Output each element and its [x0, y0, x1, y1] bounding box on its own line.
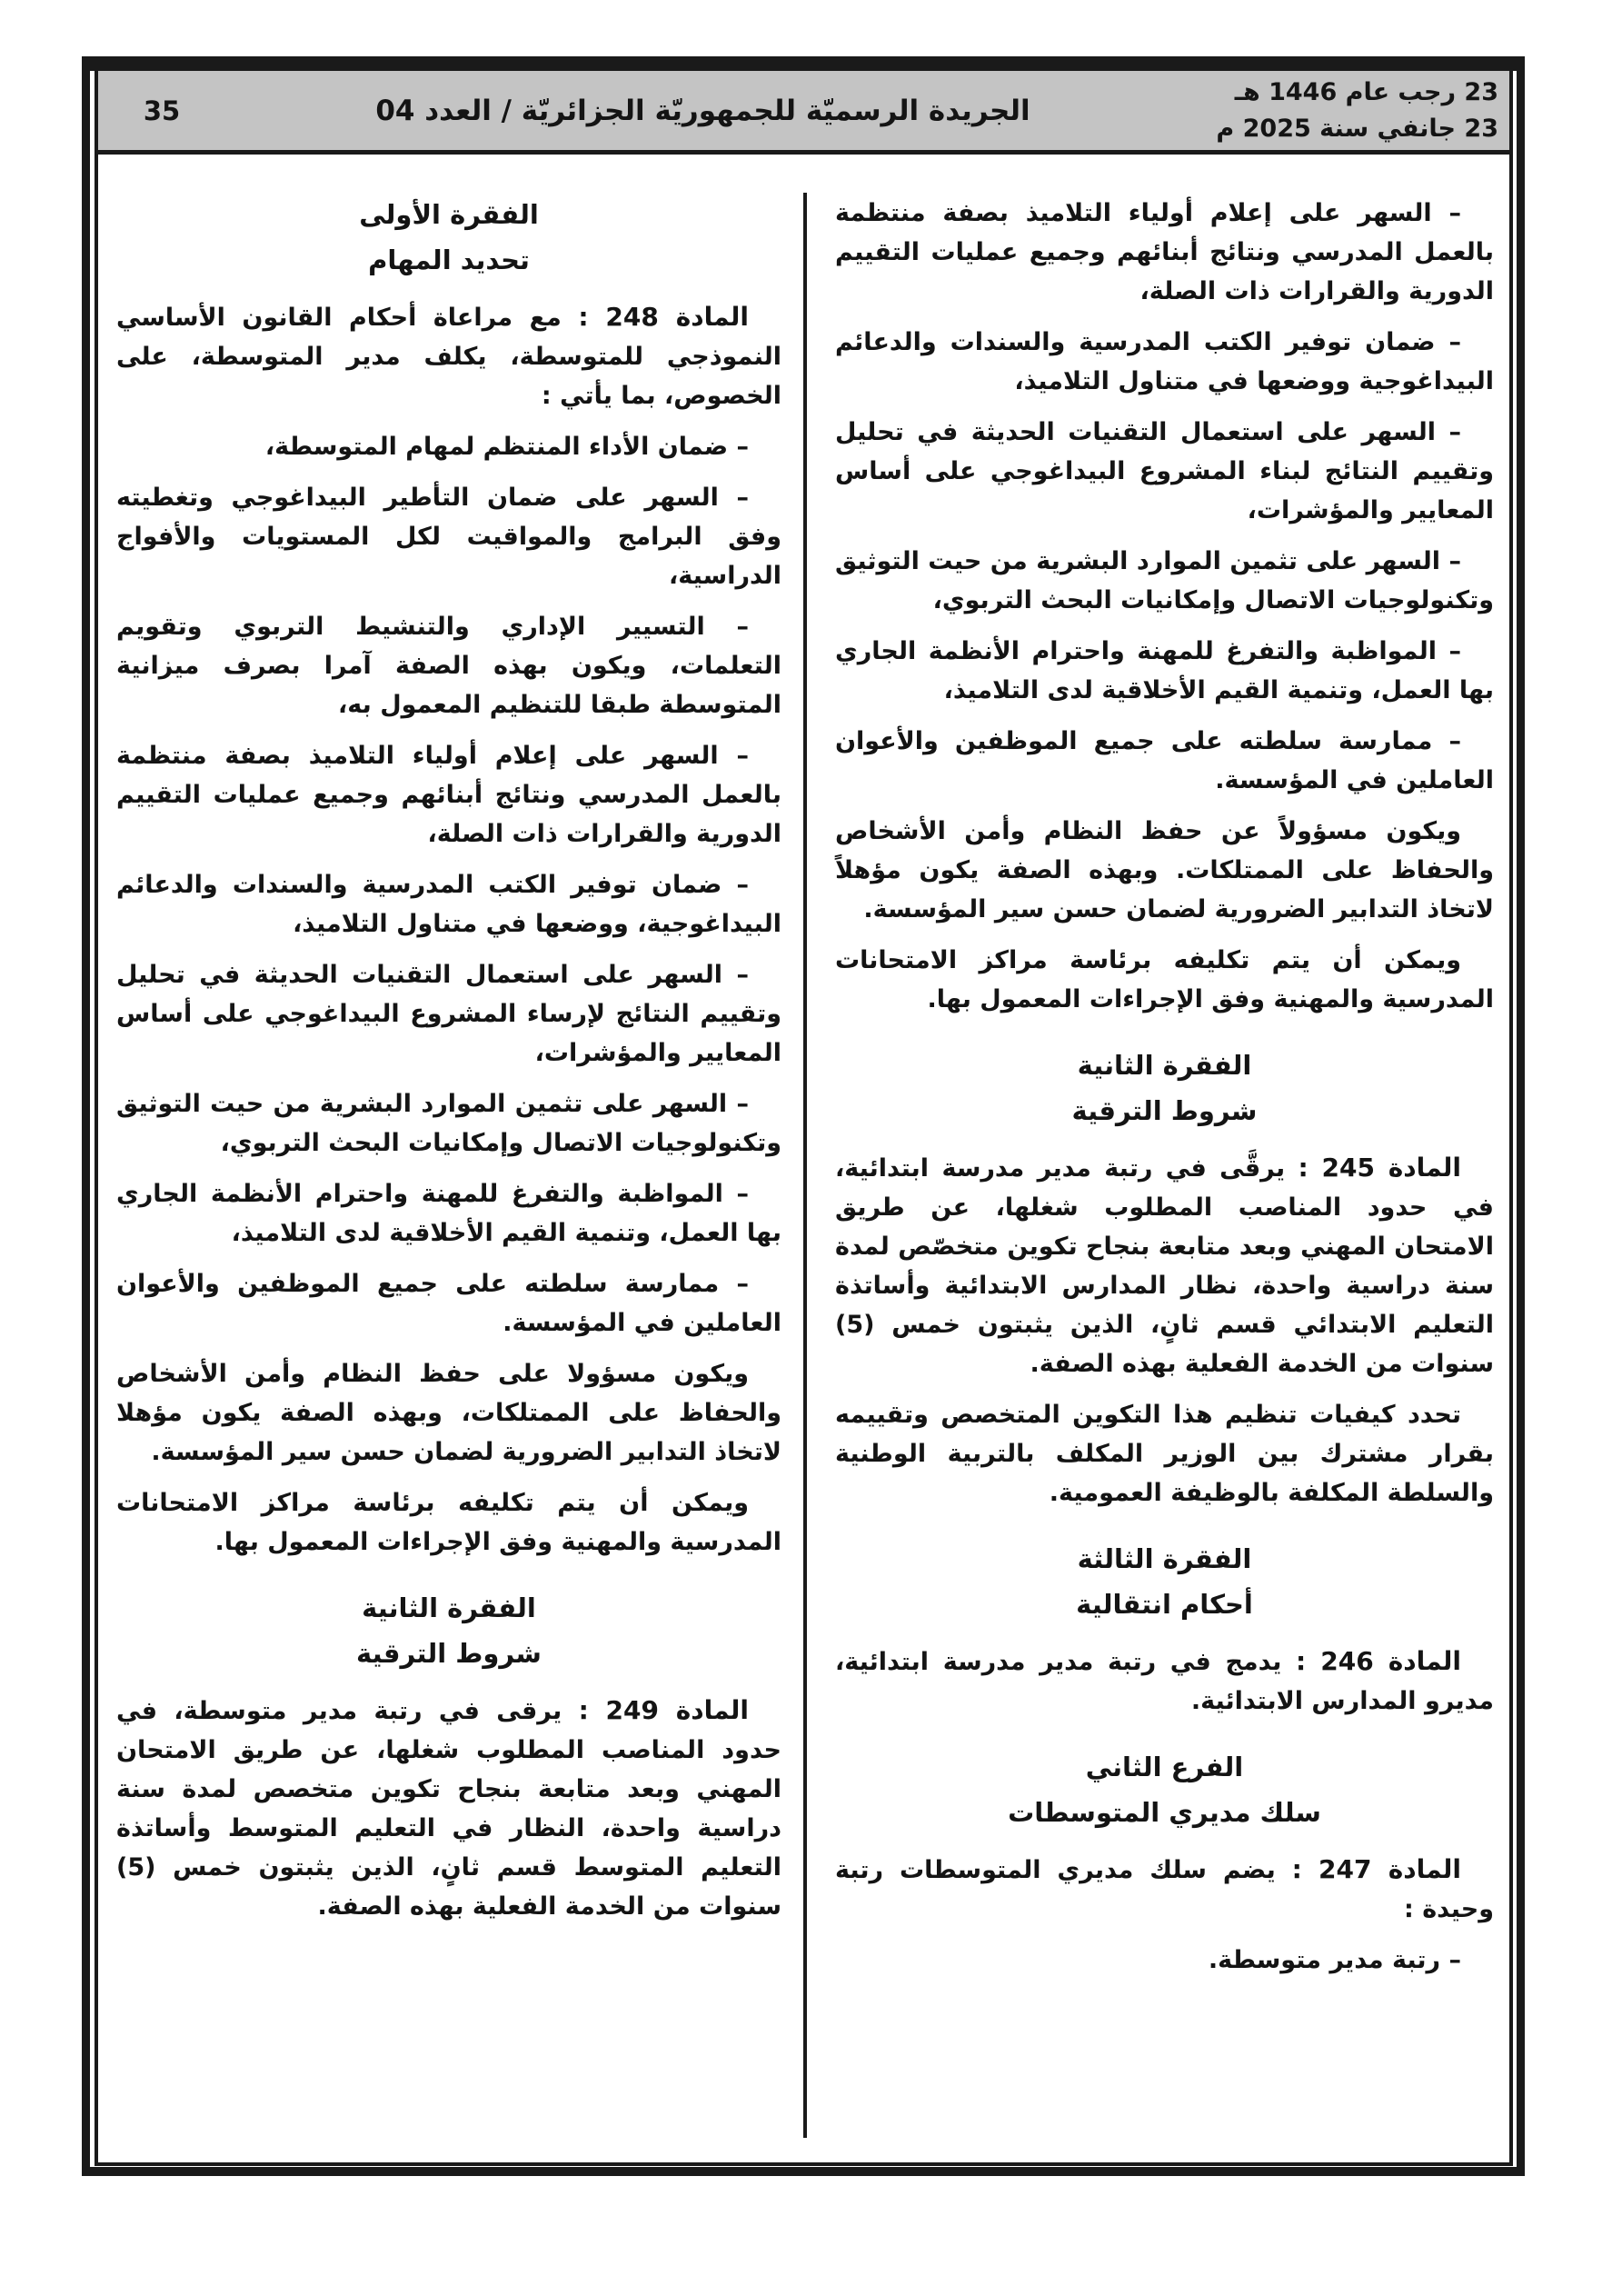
article-body: يرقى في رتبة مدير متوسطة، في حدود المناصب المطلوب شغلها، عن طريق الامتحان المهني وبعد متابعة بنجاح تكوين متخصص لمدة سنة دراسية واحدة، النظار في التعليم المتوسط وأساتذة التعليم المتوسط قسم ثانٍ، الذين يثبتون خمس (5) سنوات من الخدمة الفعلية بهذه الصفة.: [116, 1697, 781, 1921]
bullet-item: – التسيير الإداري والتنشيط التربوي وتقويم التعلمات، ويكون بهذه الصفة آمرا بصرف ميزانية المتوسطة طبقا للتنظيم المعمول به،: [116, 613, 781, 719]
article-paragraph: [835, 1850, 1494, 1929]
issue-dates: [1180, 75, 1509, 147]
section-heading-line2: شروط الترقية: [356, 1638, 542, 1669]
paragraph: ويمكن أن يتم تكليفه برئاسة مراكز الامتحانات المدرسية والمهنية وفق الإجراءات المعمول بها.: [835, 946, 1494, 1013]
bullet-item: – المواظبة والتفرغ للمهنة واحترام الأنظمة الجاري بها العمل، وتنمية القيم الأخلاقية لدى التلاميذ،: [116, 1180, 781, 1247]
bullet-item: – المواظبة والتفرغ للمهنة واحترام الأنظمة الجاري بها العمل، وتنمية القيم الأخلاقية لدى التلاميذ،: [835, 637, 1494, 704]
column-left: [100, 155, 794, 2162]
article-paragraph: [835, 1148, 1494, 1383]
paragraph: ويمكن أن يتم تكليفه برئاسة مراكز الامتحانات المدرسية والمهنية وفق الإجراءات المعمول بها.: [116, 1489, 781, 1556]
column-right: [817, 155, 1505, 2162]
section-heading: [116, 1585, 781, 1676]
section-heading-line1: الفقرة الثانية: [1077, 1050, 1252, 1081]
section-heading: [116, 192, 781, 283]
bullet-item: – ممارسة سلطته على جميع الموظفين والأعوان العاملين في المؤسسة.: [835, 727, 1494, 794]
article-paragraph: [116, 1691, 781, 1926]
bullet-item: – السهر على استعمال التقنيات الحديثة في تحليل وتقييم النتائج لبناء المشروع البيداغوجي على أساس المعايير والمؤشرات،: [835, 418, 1494, 524]
bullet-item: – ممارسة سلطته على جميع الموظفين والأعوان العاملين في المؤسسة.: [116, 1270, 781, 1337]
page-number: 35: [143, 95, 181, 126]
article-number: المادة 249 :: [578, 1695, 749, 1725]
bullet-item: – السهر على استعمال التقنيات الحديثة في تحليل وتقييم النتائج لإرساء المشروع البيداغوجي على أساس المعايير والمؤشرات،: [116, 961, 781, 1067]
article-body: يرقَّى في رتبة مدير مدرسة ابتدائية، في حدود المناصب المطلوب شغلها، عن طريق الامتحان المهني وبعد متابعة بنجاح تكوين متخصّص لمدة سنة دراسية واحدة، نظار المدارس الابتدائية وأساتذة التعليم الابتدائي قسم ثانٍ، الذين يثبتون خمس (5) سنوات من الخدمة الفعلية بهذه الصفة.: [835, 1154, 1494, 1378]
article-number: المادة 246 :: [1296, 1646, 1461, 1676]
article-body: يضم سلك مديري المتوسطات رتبة وحيدة :: [835, 1856, 1494, 1923]
column-divider: [803, 193, 807, 2138]
article-number: المادة 247 :: [1291, 1854, 1461, 1884]
article-paragraph: [835, 1642, 1494, 1721]
journal-header: [98, 71, 1509, 155]
section-heading-line2: أحكام انتقالية: [1076, 1589, 1253, 1620]
bullet-item: – ضمان توفير الكتب المدرسية والسندات والدعائم البيداغوجية، ووضعها في متناول التلاميذ،: [116, 871, 781, 938]
bullet-item: – السهر على تثمين الموارد البشرية من حيت التوثيق وتكنولوجيات الاتصال وإمكانيات البحث التربوي،: [116, 1090, 781, 1157]
paragraph: ويكون مسؤولاً عن حفظ النظام وأمن الأشخاص والحفاظ على الممتلكات. وبهذه الصفة يكون مؤهلاً لاتخاذ التدابير الضرورية لضمان حسن سير المؤسسة.: [835, 817, 1494, 923]
paragraph: تحدد كيفيات تنظيم هذا التكوين المتخصص وتقييمه بقرار مشترك بين الوزير المكلف بالتربية الوطنية والسلطة المكلفة بالوظيفة العمومية.: [835, 1401, 1494, 1507]
hijri-date: 23 رجب عام 1446 هـ: [1234, 77, 1498, 106]
section-heading-line1: الفقرة الأولى: [359, 199, 539, 230]
section-heading: [835, 1043, 1494, 1133]
branch-heading-line1: الفرع الثاني: [1085, 1752, 1244, 1782]
paragraph: ويكون مسؤولا على حفظ النظام وأمن الأشخاص والحفاظ على الممتلكات، وبهذه الصفة يكون مؤهلا لاتخاذ التدابير الضرورية لضمان حسن سير المؤسسة.: [116, 1360, 781, 1466]
section-heading-line2: تحديد المهام: [368, 245, 530, 275]
article-body: مع مراعاة أحكام القانون الأساسي النموذجي للمتوسطة، يكلف مدير المتوسطة، على الخصوص، بما يأتي :: [116, 304, 781, 410]
article-number: المادة 245 :: [1298, 1153, 1461, 1183]
bullet-item: – السهر على تثمين الموارد البشرية من حيت التوثيق وتكنولوجيات الاتصال وإمكانيات البحث التربوي،: [835, 547, 1494, 614]
journal-title: الجريدة الرسميّة للجمهوريّة الجزائريّة / العدد 04: [375, 94, 1030, 127]
branch-heading-line2: سلك مديري المتوسطات: [1008, 1797, 1321, 1828]
bullet-item: – رتبة مدير متوسطة.: [1208, 1946, 1461, 1974]
bullet-item: – السهر على إعلام أولياء التلاميذ بصفة منتظمة بالعمل المدرسي ونتائج أبنائهم وجميع عمليات التقييم الدورية والقرارات ذات الصلة،: [835, 199, 1494, 305]
bullet-item: – ضمان توفير الكتب المدرسية والسندات والدعائم البيداغوجية ووضعها في متناول التلاميذ،: [835, 328, 1494, 395]
section-heading: [835, 1536, 1494, 1627]
branch-heading: [835, 1744, 1494, 1835]
bullet-item: – السهر على ضمان التأطير البيداغوجي وتغطيته وفق البرامج والمواقيت لكل المستويات والأفواج الدراسية،: [116, 484, 781, 590]
bullet-item: – ضمان الأداء المنتظم لمهام المتوسطة،: [264, 433, 749, 461]
bullet-item: – السهر على إعلام أولياء التلاميذ بصفة منتظمة بالعمل المدرسي ونتائج أبنائهم وجميع عمليات التقييم الدورية والقرارات ذات الصلة،: [116, 742, 781, 848]
gregorian-date: 23 جانفي سنة 2025 م: [1216, 114, 1498, 143]
article-paragraph: [116, 297, 781, 415]
section-heading-line2: شروط الترقية: [1071, 1095, 1258, 1126]
article-number: المادة 248 :: [578, 302, 749, 332]
section-heading-line1: الفقرة الثالثة: [1077, 1543, 1252, 1574]
section-heading-line1: الفقرة الثانية: [362, 1592, 536, 1623]
article-body: يدمج في رتبة مدير مدرسة ابتدائية، مديرو المدارس الابتدائية.: [835, 1648, 1494, 1715]
